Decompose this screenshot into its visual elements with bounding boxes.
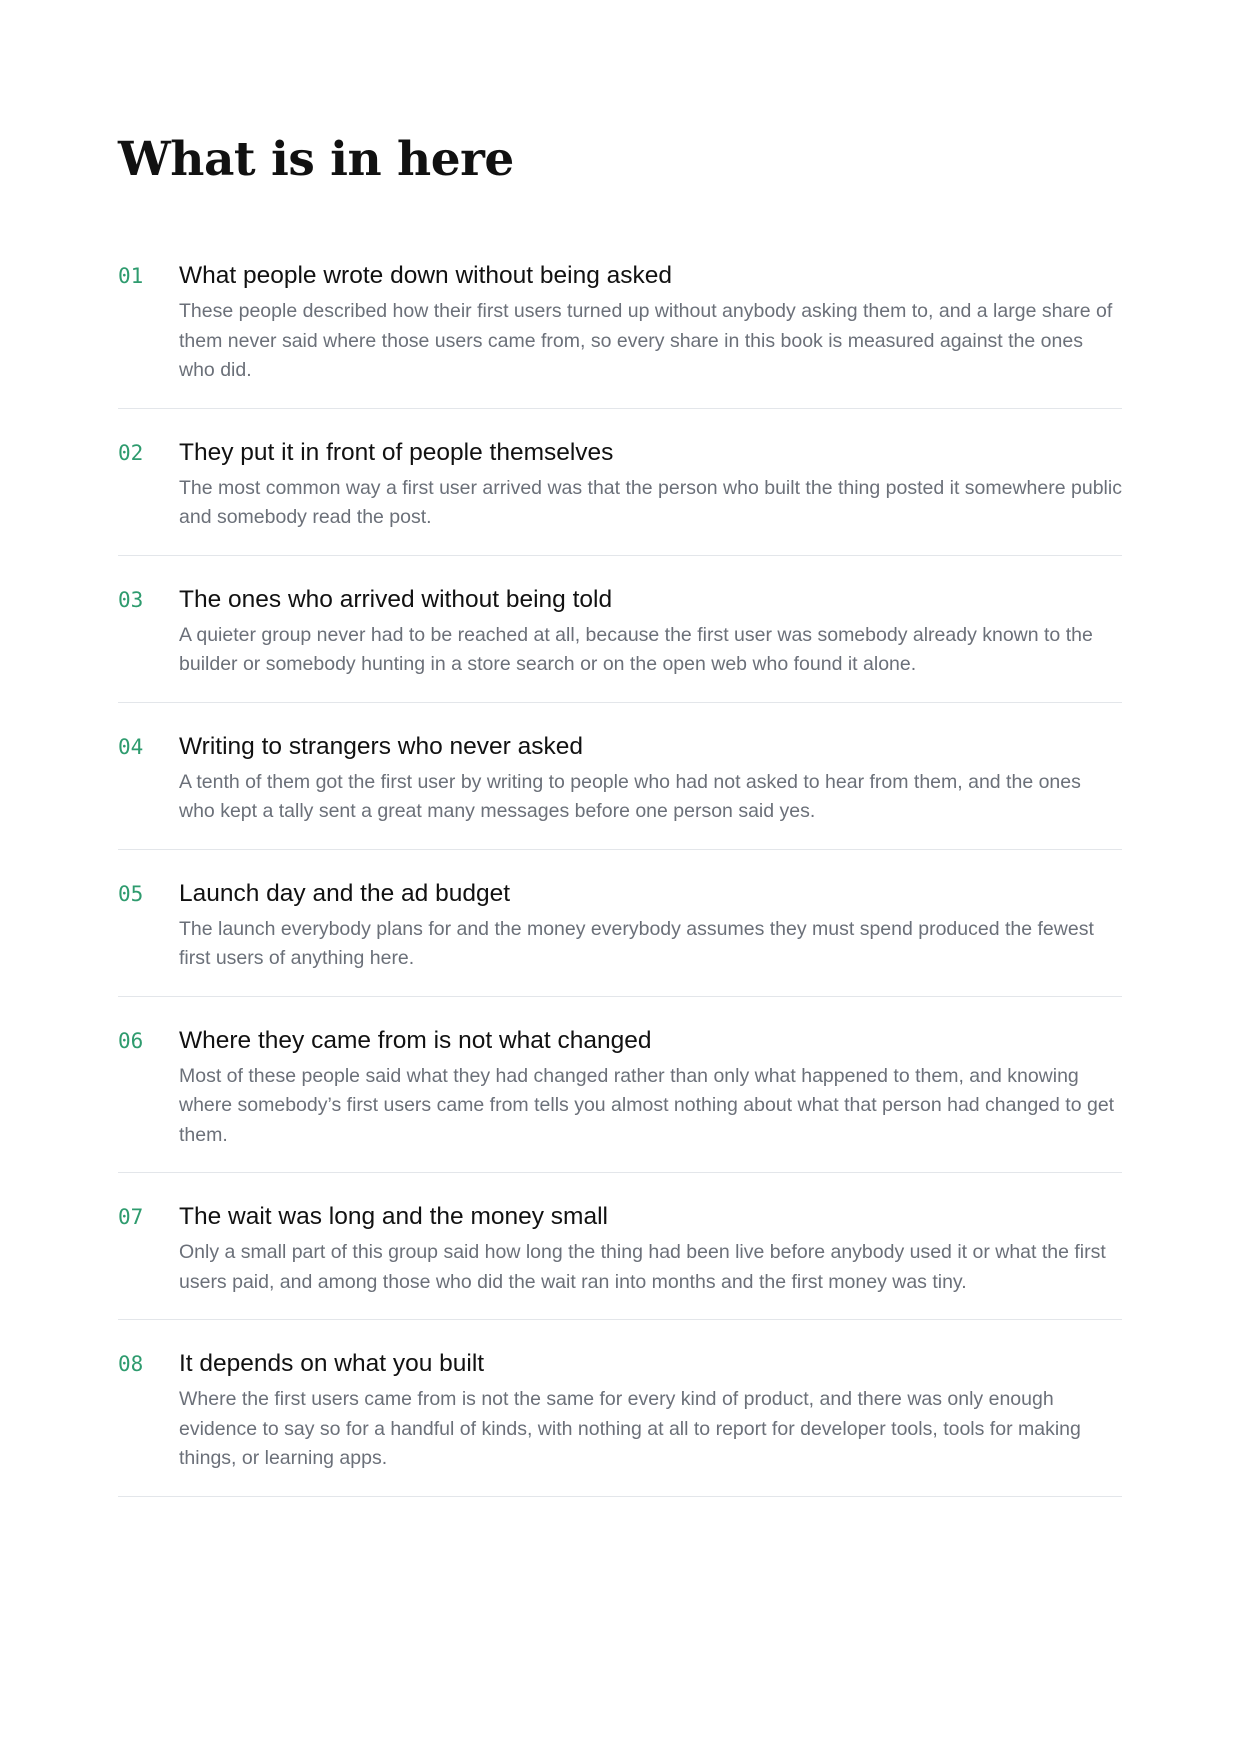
entry-title[interactable]: Writing to strangers who never asked	[179, 732, 583, 760]
toc-entry-02[interactable]	[118, 433, 1122, 556]
entry-number: 03	[118, 587, 144, 612]
entry-title[interactable]: What people wrote down without being asked	[179, 262, 673, 289]
entry-title[interactable]: Launch day and the ad budget	[179, 879, 511, 907]
entry-body	[179, 433, 1122, 533]
toc-entry-04[interactable]	[118, 727, 1122, 850]
entry-number: 07	[118, 1205, 144, 1229]
page-title: What is in here	[118, 132, 514, 187]
toc-entry-07[interactable]	[118, 1197, 1122, 1320]
entry-number: 04	[118, 734, 144, 759]
entry-description: A tenth of them got the first user by writing to people who had not asked to hear from them, and the ones who kept a tally sent a great many messages before one person said yes.	[179, 770, 1081, 822]
entry-title[interactable]: They put it in front of people themselves	[179, 438, 614, 466]
toc-entry-03[interactable]	[118, 580, 1122, 703]
entry-title[interactable]: It depends on what you built	[179, 1350, 485, 1377]
entry-number: 02	[118, 440, 144, 465]
entry-description: A quieter group never had to be reached at all, because the first user was somebody already known to the builder or somebody hunting in a store search or on the open web who found it alone.	[179, 623, 1093, 675]
entry-description: Only a small part of this group said how long the thing had been live before anybody used it or what the first users paid, and among those who did the wait ran into months and the first money was tiny.	[179, 1241, 1106, 1293]
toc-entry-08[interactable]	[118, 1344, 1122, 1497]
entry-description: Where the first users came from is not the same for every kind of product, and there was only enough evidence to say so for a handful of kinds, with nothing at all to report for developer tools, tools for making things, or learning apps.	[179, 1388, 1081, 1469]
entry-body	[179, 1344, 1122, 1474]
entry-body	[179, 874, 1122, 974]
entry-body	[179, 1021, 1122, 1151]
entry-body	[179, 256, 1122, 386]
toc-entry-01[interactable]	[118, 256, 1122, 409]
entry-number: 08	[118, 1352, 144, 1376]
entry-number: 01	[118, 264, 144, 288]
entry-body	[179, 1197, 1122, 1297]
entry-body	[179, 727, 1122, 827]
entry-title[interactable]: Where they came from is not what changed	[179, 1026, 652, 1054]
entry-description: The launch everybody plans for and the money everybody assumes they must spend produced the fewest first users of anything here.	[179, 917, 1094, 969]
table-of-contents	[118, 256, 1122, 1521]
entry-description: Most of these people said what they had changed rather than only what happened to them, and knowing where somebody’s first users came from tells you almost nothing about what that person had changed to get them.	[179, 1064, 1115, 1146]
entry-title[interactable]: The wait was long and the money small	[179, 1203, 608, 1230]
entry-title[interactable]: The ones who arrived without being told	[179, 585, 613, 613]
entry-body	[179, 580, 1122, 680]
toc-entry-06[interactable]	[118, 1021, 1122, 1174]
toc-entry-05[interactable]	[118, 874, 1122, 997]
entry-description: The most common way a first user arrived was that the person who built the thing posted it somewhere public and somebody read the post.	[179, 476, 1122, 528]
entry-number: 05	[118, 881, 144, 906]
entry-number: 06	[118, 1028, 144, 1053]
entry-description: These people described how their first users turned up without anybody asking them to, and a large share of them never said where those users came from, so every share in this book is measured against the ones who did.	[179, 300, 1113, 381]
